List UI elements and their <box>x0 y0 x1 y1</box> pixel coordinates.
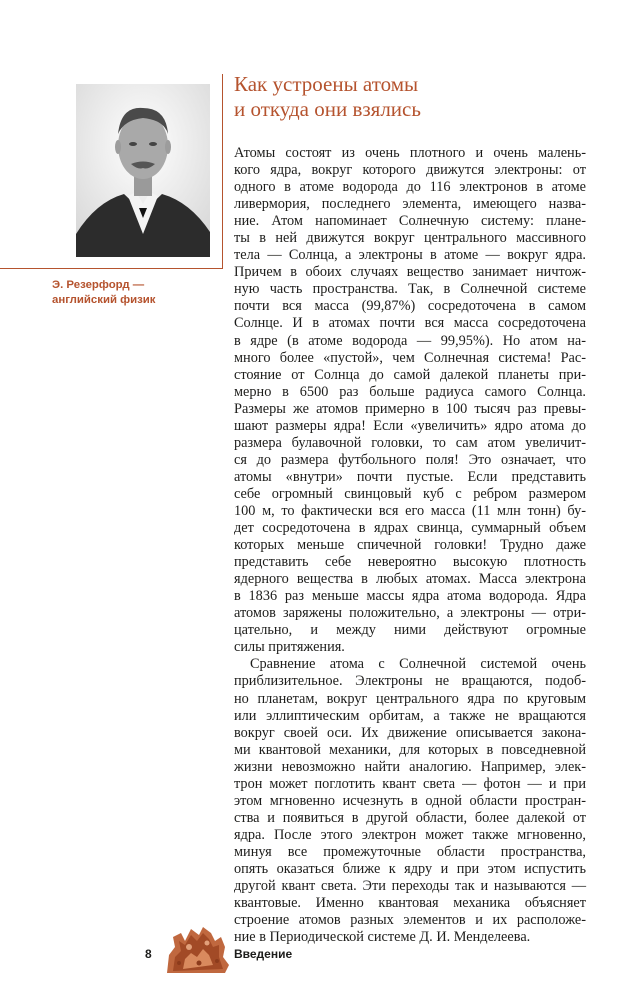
text-line: много более «пустой», чем Солнечная система! Рас- <box>234 349 586 366</box>
text-line: представить себе невероятно высокую плотность <box>234 554 586 571</box>
text-line: жизни невозможно найти аналогию. Например, элек- <box>234 758 586 775</box>
text-line: минуя все промежуточные области пространства, <box>234 843 586 860</box>
page-number: 8 <box>145 947 152 961</box>
text-line: Атомы состоят из очень плотного и очень малень- <box>234 145 586 161</box>
caption-line: английский физик <box>52 294 156 306</box>
text-line: силы притяжения. <box>234 639 345 656</box>
text-line: ся до размера футбольного поля! Это означает, что <box>234 451 586 468</box>
portrait-caption <box>52 278 220 308</box>
text-line: Размеры же атомов примерно в 100 тысяч раз превы- <box>234 400 586 417</box>
text-line: себе огромный свинцовый куб с ребром размером <box>234 485 586 502</box>
caption-line: Э. Резерфорд — <box>52 279 145 291</box>
text-line: шают размеры ядра! Если «увеличить» ядро атома до <box>234 417 586 434</box>
text-line: ние в Периодической системе Д. И. Менделеева. <box>234 929 531 946</box>
text-line: Причем в обоих случаях вещество занимает ничтож- <box>234 264 586 281</box>
text-line: но планетам, вокруг центрального ядра по круговым <box>234 690 586 707</box>
title-line: Как устроены атомы <box>234 72 419 96</box>
text-line: Сравнение атома с Солнечной системой очень <box>250 656 586 673</box>
text-line: которых меньше спичечной головки! Трудно даже <box>234 537 586 554</box>
text-line: тела — Солнца, а электроны в атоме — вокруг ядра. <box>234 247 586 264</box>
text-line: цательно, и между ними действуют огромные <box>234 622 586 639</box>
text-line: другой квант света. Эти переходы так и называются — <box>234 878 586 895</box>
vertical-divider <box>222 74 223 269</box>
text-line: ядерного вещества в любых атомах. Масса электрона <box>234 571 586 588</box>
text-line: 100 м, то фактически вся его масса (11 млн тонн) бу- <box>234 502 586 519</box>
text-line: ства и появиться в другой области, более далекой от <box>234 809 586 826</box>
portrait-photo <box>76 84 210 257</box>
text-line: дет сосредоточена в ядрах свинца, суммарный объем <box>234 520 586 537</box>
text-line: кого ядра, вокруг которого движутся электроны: от <box>234 162 586 179</box>
text-line: ную часть пространства. Так, в Солнечной системе <box>234 281 586 298</box>
section-label: Введение <box>234 947 293 961</box>
text-line: приблизительное. Электроны не вращаются, подоб- <box>234 673 586 690</box>
title-line: и откуда они взялись <box>234 97 421 121</box>
text-line: Солнце. И в атомах почти вся масса сосредоточена <box>234 315 586 332</box>
text-line: строение атомов разных элементов и их расположе- <box>234 912 586 929</box>
text-line: вокруг своей оси. Их движение описывается закона- <box>234 724 586 741</box>
text-line: атомы «внутри» почти пустые. Если представить <box>234 468 586 485</box>
text-line: ми квантовой механики, для которых в повседневной <box>234 741 586 758</box>
text-line: размера булавочной головки, то сам атом увеличит- <box>234 434 586 451</box>
text-line: ливермория, последнего элемента, имеющего назва- <box>234 196 586 213</box>
text-line: почти вся масса (99,87%) сосредоточена в самом <box>234 298 586 315</box>
body-text <box>234 145 586 946</box>
text-line: в 1836 раз меньше массы ядра атома водорода. Ядра <box>234 588 586 605</box>
text-line: ядра. После этого электрон может также мгновенно, <box>234 826 586 843</box>
text-line: атомов заряжены положительно, а электроны — отри- <box>234 605 586 622</box>
text-line: стояние от Солнца до самой далекой планеты при- <box>234 366 586 383</box>
text-line: этом мгновенно исчезнуть в одной области простран- <box>234 792 586 809</box>
text-line: квантовые. Именно квантовая механика объясняет <box>234 895 586 912</box>
text-line: мерно в 6500 раз больше радиуса самого Солнца. <box>234 383 586 400</box>
mineral-ornament-icon <box>163 925 231 977</box>
text-line: или эллиптическим орбитам, а также не вращаются <box>234 707 586 724</box>
text-line: трон может поглотить квант света — фотон — и при <box>234 775 586 792</box>
text-line: одного в атоме водорода до 116 электронов в атоме <box>234 179 586 196</box>
text-line: в ядре (в атоме водорода — 99,95%). Но атом на- <box>234 332 586 349</box>
text-line: ты в ней движутся вокруг центрального массивного <box>234 230 586 247</box>
caption-divider <box>0 268 223 269</box>
text-line: опять оказаться ближе к ядру и при этом испустить <box>234 860 586 877</box>
page-title <box>234 72 421 122</box>
text-line: ние. Атом напоминает Солнечную систему: плане- <box>234 213 586 230</box>
